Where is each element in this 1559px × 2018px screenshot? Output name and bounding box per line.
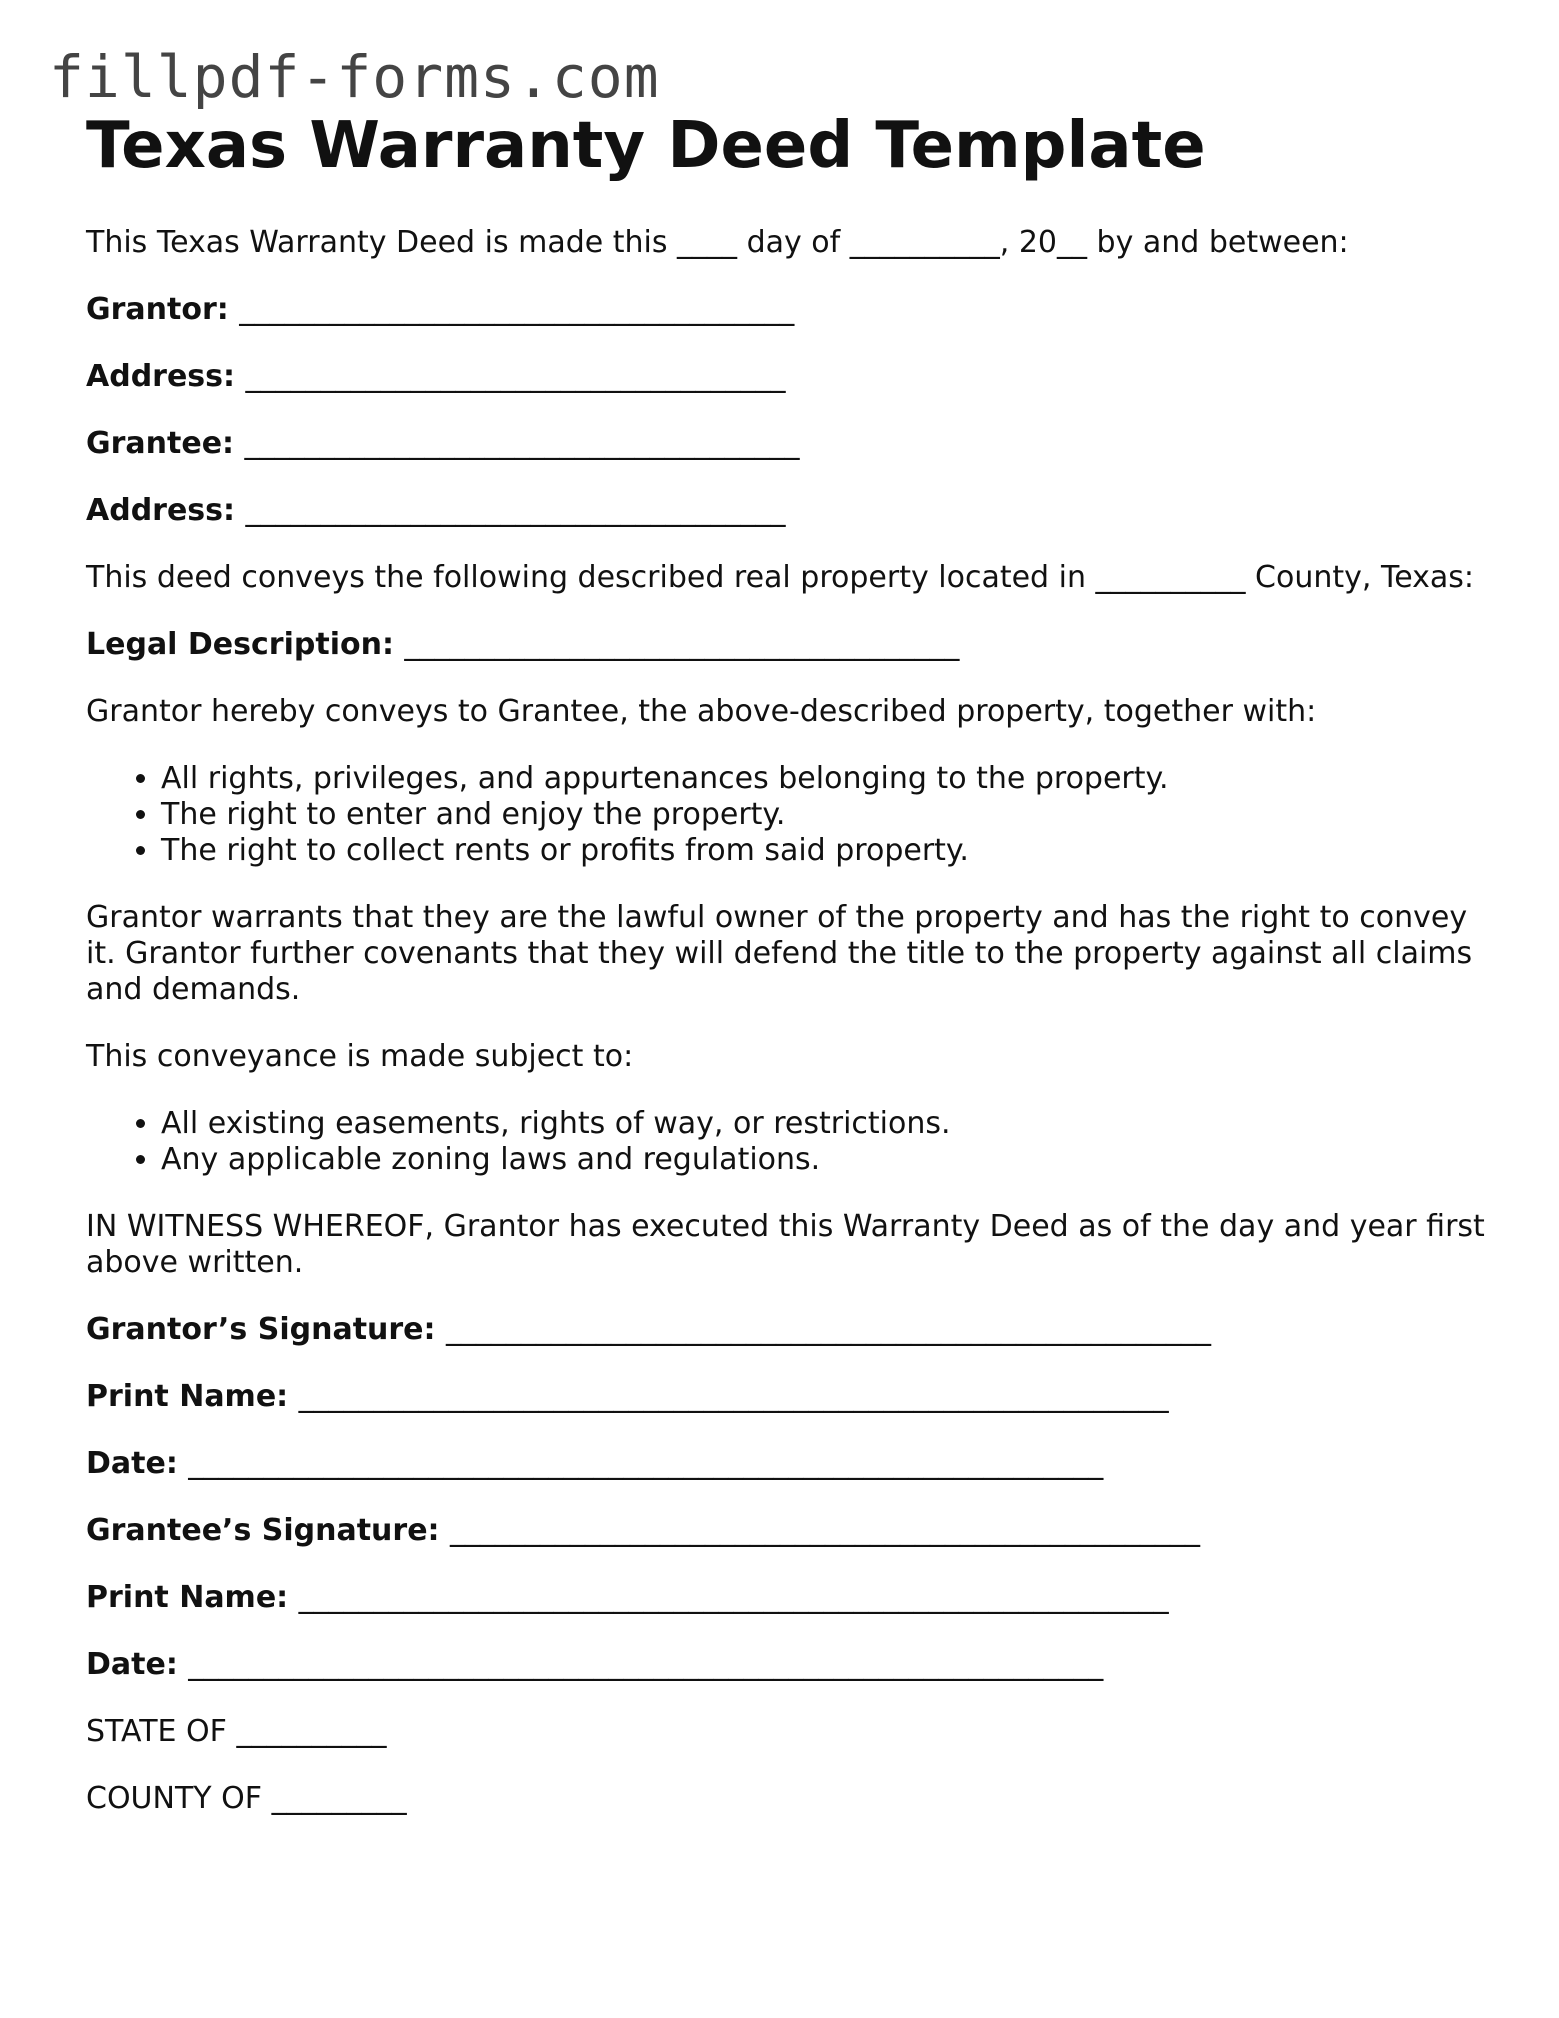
grantor-address-field [86, 359, 1486, 395]
grantee-print-name-blank: __________________________________________________________ [298, 1579, 1169, 1615]
grantor-signature-blank: ___________________________________________________ [445, 1311, 1211, 1347]
grantor-address-blank: ____________________________________ [245, 358, 786, 394]
field-label: Print Name: [86, 1378, 289, 1414]
list-item: • All existing easements, rights of way, or restrictions. [161, 1106, 1486, 1142]
county-blank: _________ [271, 1780, 407, 1816]
legal-description-field [86, 627, 1486, 663]
list-item: • The right to enter and enjoy the property. [161, 797, 1486, 833]
grantee-signature-blank: __________________________________________________ [450, 1512, 1201, 1548]
conveys-list [86, 761, 1486, 869]
property-paragraph: This deed conveys the following described real property located in __________ County, Texas: [86, 559, 1474, 595]
grantee-print-name-field [86, 1580, 1486, 1616]
warrants-paragraph: Grantor warrants that they are the lawful owner of the property and has the right to convey it. Grantor further covenants that they will defend the title to the property against all claims and demands. [86, 899, 1482, 1007]
field-label: Grantor’s Signature: [86, 1311, 436, 1347]
grantor-blank: _____________________________________ [239, 291, 795, 327]
grantee-field [86, 426, 1486, 462]
subject-list [86, 1106, 1486, 1178]
document-page [86, 108, 1495, 1848]
state-blank: __________ [236, 1713, 387, 1749]
field-label: Legal Description: [86, 626, 394, 662]
state-label: STATE OF [86, 1713, 227, 1749]
field-label: Date: [86, 1445, 178, 1481]
witness-paragraph: IN WITNESS WHEREOF, Grantor has executed this Warranty Deed as of the day and year first above written. [86, 1208, 1495, 1280]
list-item: • Any applicable zoning laws and regulations. [161, 1142, 1486, 1178]
grantor-print-name-blank: __________________________________________________________ [298, 1378, 1169, 1414]
county-label: COUNTY OF [86, 1780, 263, 1816]
grantee-address-blank: ____________________________________ [245, 492, 786, 528]
grantor-print-name-field [86, 1379, 1486, 1415]
grantor-field [86, 292, 1486, 328]
watermark: fillpdf-forms.com [49, 43, 660, 111]
intro-paragraph: This Texas Warranty Deed is made this ____ day of __________, 20__ by and between: [86, 224, 1349, 260]
list-item: • The right to collect rents or profits from said property. [161, 833, 1486, 869]
field-label: Grantee’s Signature: [86, 1512, 440, 1548]
field-label: Grantor: [86, 291, 229, 327]
field-label: Grantee: [86, 425, 235, 461]
county-field [86, 1781, 1486, 1817]
state-field [86, 1714, 1486, 1750]
grantee-signature-field [86, 1513, 1486, 1549]
conveys-paragraph: Grantor hereby conveys to Grantee, the above-described property, together with: [86, 693, 1317, 729]
grantee-date-field [86, 1647, 1486, 1683]
grantee-address-field [86, 493, 1486, 529]
grantor-date-blank: _____________________________________________________________ [188, 1445, 1104, 1481]
grantee-date-blank: _____________________________________________________________ [188, 1646, 1104, 1682]
subject-paragraph: This conveyance is made subject to: [86, 1038, 634, 1074]
grantee-blank: _____________________________________ [244, 425, 800, 461]
page-title: Texas Warranty Deed Template [86, 109, 1206, 183]
list-item: • All rights, privileges, and appurtenances belonging to the property. [161, 761, 1486, 797]
field-label: Print Name: [86, 1579, 289, 1615]
grantor-signature-field [86, 1312, 1486, 1348]
grantor-date-field [86, 1446, 1486, 1482]
field-label: Date: [86, 1646, 178, 1682]
legal-description-blank: _____________________________________ [404, 626, 960, 662]
field-label: Address: [86, 358, 236, 394]
field-label: Address: [86, 492, 236, 528]
